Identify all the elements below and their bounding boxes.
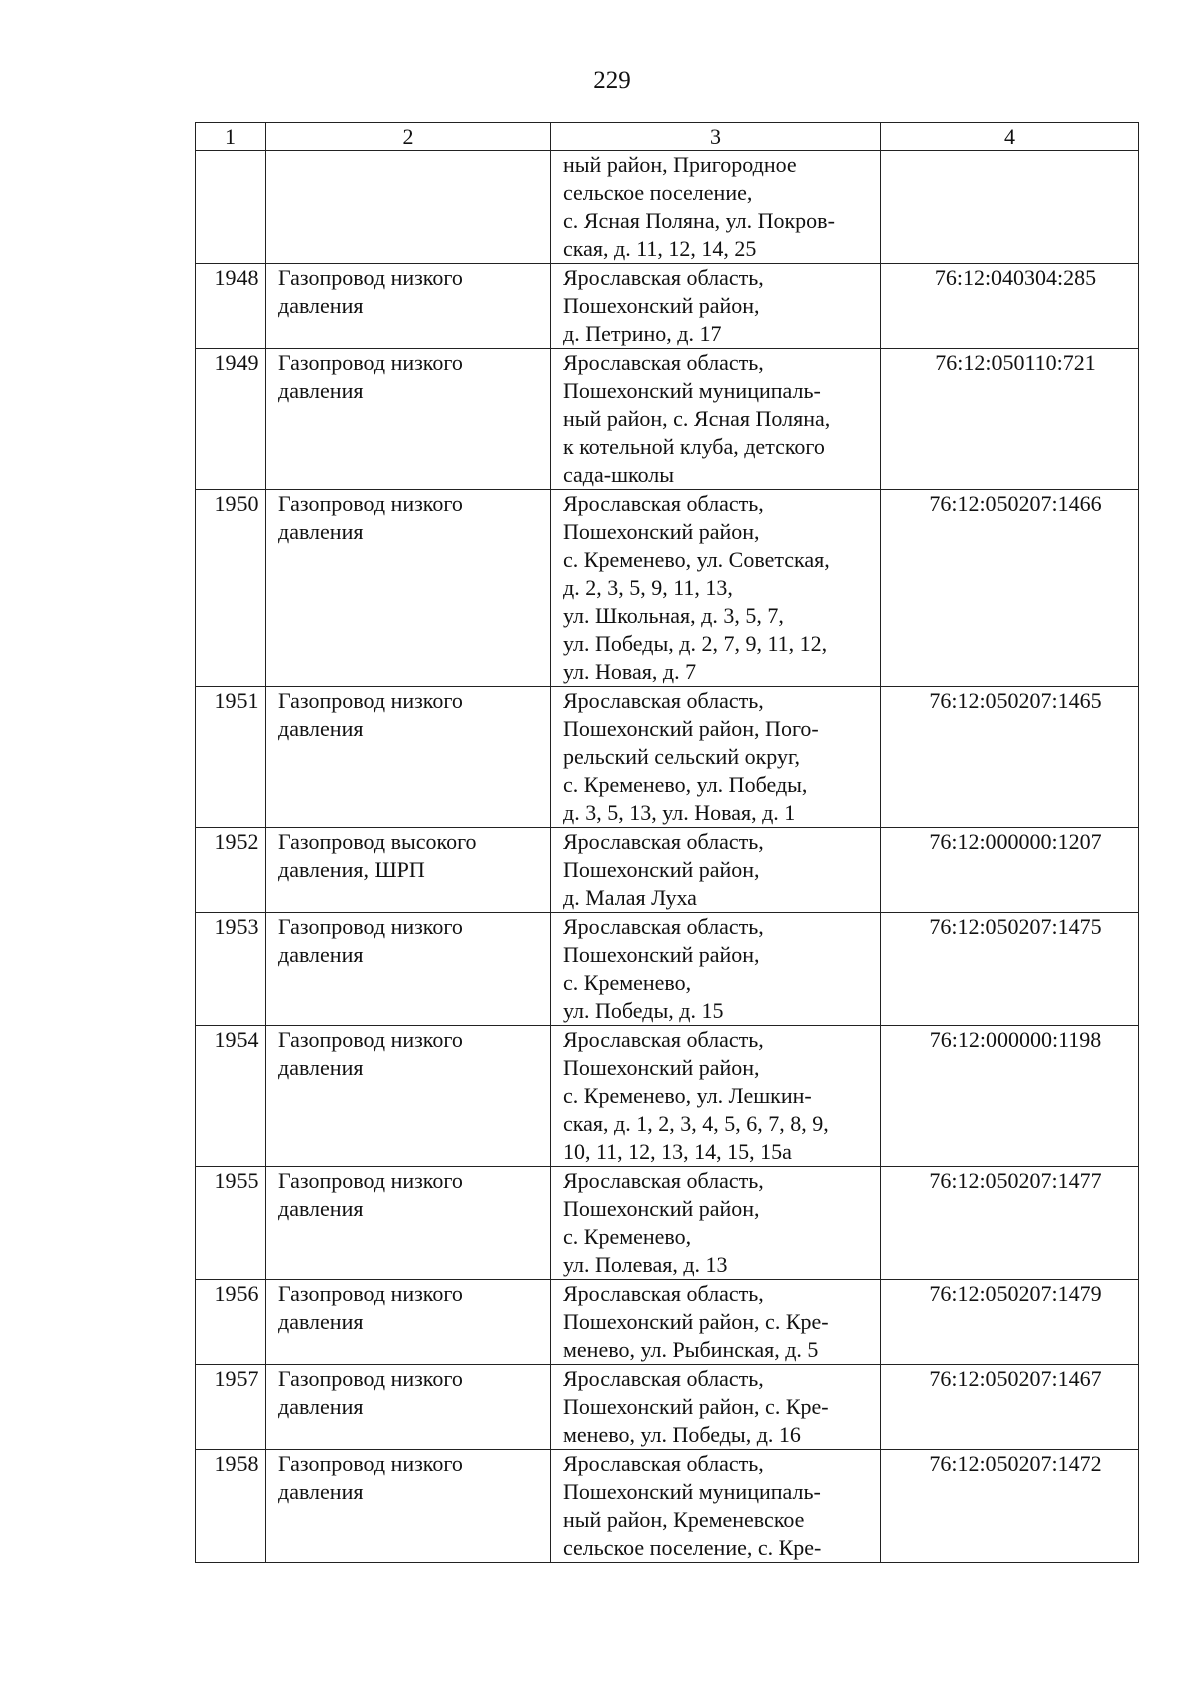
address-line: Пошехонский муниципаль- [563,378,821,403]
object-name-line: Газопровод низкого [278,491,463,516]
address-line: ул. Школьная, д. 3, 5, 7, [563,603,784,628]
address-cell [551,490,881,687]
row-number-cell: 1957 [196,1365,266,1450]
cadastral-number-cell: 76:12:050207:1477 [881,1167,1139,1280]
column-header-2: 2 [266,123,551,151]
address-line: Ярославская область, [563,491,764,516]
address-line: Ярославская область, [563,914,764,939]
object-name-cell [266,913,551,1026]
cadastral-number-cell: 76:12:050207:1467 [881,1365,1139,1450]
address-line: Пошехонский район, [563,1055,760,1080]
address-line: ская, д. 1, 2, 3, 4, 5, 6, 7, 8, 9, [563,1111,829,1136]
object-name-line: Газопровод низкого [278,1168,463,1193]
address-line: Ярославская область, [563,829,764,854]
address-line: Ярославская область, [563,1027,764,1052]
address-cell [551,1365,881,1450]
cadastral-number-cell: 76:12:050207:1475 [881,913,1139,1026]
table-row [196,687,1139,828]
address-line: Ярославская область, [563,1451,764,1476]
row-number-cell: 1948 [196,264,266,349]
address-line: с. Ясная Поляна, ул. Покров- [563,208,835,233]
address-line: с. Кременево, ул. Победы, [563,772,808,797]
object-name-line: давления [278,378,364,403]
address-line: Пошехонский район, [563,857,760,882]
table-row [196,1280,1139,1365]
row-number-cell: 1955 [196,1167,266,1280]
table-row [196,1365,1139,1450]
object-name-line: давления [278,1479,364,1504]
row-number-cell: 1958 [196,1450,266,1563]
page-number: 229 [593,67,631,94]
table-row [196,151,1139,264]
address-line: с. Кременево, ул. Лешкин- [563,1083,812,1108]
object-name-line: Газопровод высокого [278,829,477,854]
object-name-cell [266,828,551,913]
address-line: д. 3, 5, 13, ул. Новая, д. 1 [563,800,796,825]
table-body [196,151,1139,1563]
address-line: менево, ул. Рыбинская, д. 5 [563,1337,819,1362]
object-name-line: давления [278,1394,364,1419]
address-line: ный район, Кременевское [563,1507,805,1532]
address-cell [551,1280,881,1365]
object-name-cell [266,1167,551,1280]
address-line: 10, 11, 12, 13, 14, 15, 15а [563,1139,792,1164]
row-number-cell: 1951 [196,687,266,828]
object-name-cell [266,264,551,349]
address-line: д. Малая Луха [563,885,697,910]
cadastral-number-cell: 76:12:000000:1198 [881,1026,1139,1167]
object-name-line: давления, ШРП [278,857,425,882]
address-cell [551,1450,881,1563]
table-row [196,828,1139,913]
object-name-line: давления [278,293,364,318]
row-number-cell [196,151,266,264]
object-name-line: давления [278,519,364,544]
column-header-3: 3 [551,123,881,151]
object-name-cell [266,1365,551,1450]
address-cell [551,151,881,264]
address-line: менево, ул. Победы, д. 16 [563,1422,801,1447]
row-number-cell: 1953 [196,913,266,1026]
address-line: ный район, Пригородное [563,152,797,177]
address-cell [551,264,881,349]
object-name-line: давления [278,1196,364,1221]
address-line: сада-школы [563,462,675,487]
object-name-line: Газопровод низкого [278,1451,463,1476]
address-line: Пошехонский район, с. Кре- [563,1394,829,1419]
row-number-cell: 1954 [196,1026,266,1167]
object-name-line: давления [278,1055,364,1080]
address-line: Пошехонский район, [563,519,760,544]
row-number-cell: 1950 [196,490,266,687]
table-row [196,349,1139,490]
object-name-line: Газопровод низкого [278,1027,463,1052]
table-row [196,264,1139,349]
address-line: рельский сельский округ, [563,744,801,769]
address-line: Пошехонский район, с. Кре- [563,1309,829,1334]
row-number-cell: 1952 [196,828,266,913]
cadastral-number-cell: 76:12:050207:1465 [881,687,1139,828]
address-line: с. Кременево, [563,970,692,995]
address-line: Пошехонский муниципаль- [563,1479,821,1504]
row-number-cell: 1956 [196,1280,266,1365]
table-row [196,1167,1139,1280]
address-cell [551,1026,881,1167]
table-row [196,490,1139,687]
column-header-4: 4 [881,123,1139,151]
address-line: Пошехонский район, [563,942,760,967]
cadastral-number-cell [881,151,1139,264]
object-name-line: Газопровод низкого [278,914,463,939]
address-cell [551,349,881,490]
address-line: Ярославская область, [563,350,764,375]
address-cell [551,687,881,828]
address-cell [551,913,881,1026]
address-line: ный район, с. Ясная Поляна, [563,406,831,431]
object-name-line: Газопровод низкого [278,688,463,713]
address-line: Ярославская область, [563,265,764,290]
object-name-cell [266,349,551,490]
address-line: Пошехонский район, Пого- [563,716,819,741]
address-line: ул. Полевая, д. 13 [563,1252,728,1277]
cadastral-number-cell: 76:12:050207:1466 [881,490,1139,687]
cadastral-number-cell: 76:12:050207:1479 [881,1280,1139,1365]
address-line: ская, д. 11, 12, 14, 25 [563,236,757,261]
address-line: Пошехонский район, [563,293,760,318]
cadastral-number-cell: 76:12:050207:1472 [881,1450,1139,1563]
object-name-cell [266,687,551,828]
object-name-cell [266,1450,551,1563]
address-line: с. Кременево, ул. Советская, [563,547,830,572]
cadastral-number-cell: 76:12:040304:285 [881,264,1139,349]
object-name-line: давления [278,716,364,741]
row-number-cell: 1949 [196,349,266,490]
object-name-cell [266,490,551,687]
address-cell [551,828,881,913]
object-name-line: Газопровод низкого [278,1281,463,1306]
object-name-line: Газопровод низкого [278,350,463,375]
cadastral-number-cell: 76:12:000000:1207 [881,828,1139,913]
object-name-cell [266,1026,551,1167]
address-line: сельское поселение, с. Кре- [563,1535,822,1560]
address-line: ул. Победы, д. 15 [563,998,724,1023]
address-line: к котельной клуба, детского [563,434,825,459]
column-header-1: 1 [196,123,266,151]
address-line: Ярославская область, [563,1168,764,1193]
address-line: д. 2, 3, 5, 9, 11, 13, [563,575,733,600]
object-name-cell [266,1280,551,1365]
address-line: Пошехонский район, [563,1196,760,1221]
address-cell [551,1167,881,1280]
address-line: ул. Победы, д. 2, 7, 9, 11, 12, [563,631,828,656]
table-header-row [196,123,1139,151]
table-row [196,1026,1139,1167]
object-name-line: Газопровод низкого [278,1366,463,1391]
object-name-line: давления [278,1309,364,1334]
object-name-line: давления [278,942,364,967]
object-name-line: Газопровод низкого [278,265,463,290]
address-line: Ярославская область, [563,1281,764,1306]
gas-pipeline-registry-table [195,122,1139,1563]
address-line: с. Кременево, [563,1224,692,1249]
address-line: сельское поселение, [563,180,753,205]
address-line: Ярославская область, [563,688,764,713]
address-line: д. Петрино, д. 17 [563,321,722,346]
address-line: ул. Новая, д. 7 [563,659,697,684]
table-row [196,913,1139,1026]
cadastral-number-cell: 76:12:050110:721 [881,349,1139,490]
address-line: Ярославская область, [563,1366,764,1391]
table-row [196,1450,1139,1563]
object-name-cell [266,151,551,264]
